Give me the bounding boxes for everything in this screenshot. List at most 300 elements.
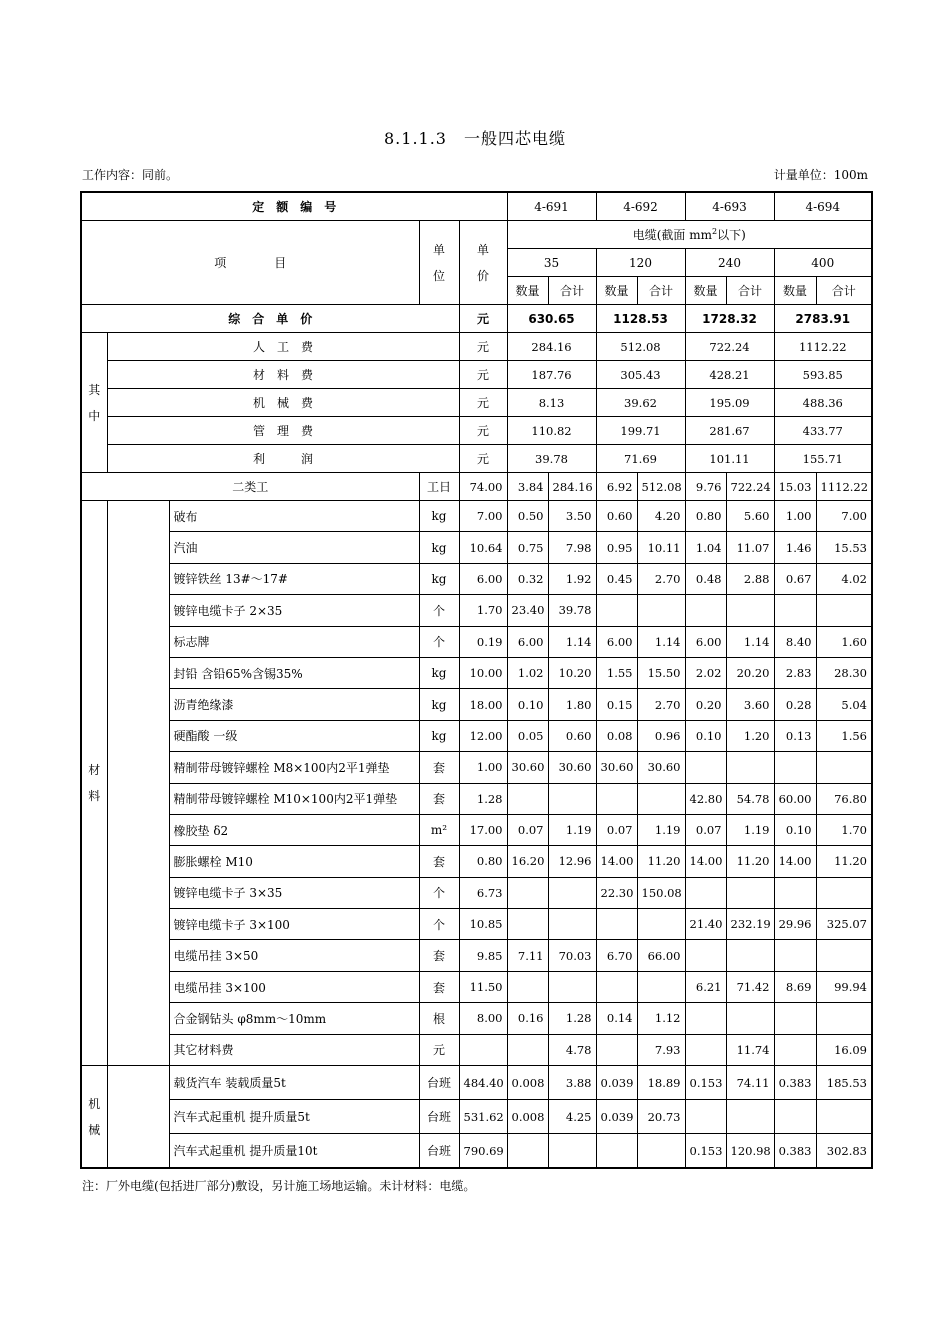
material-row-cell: 4.20 [637, 501, 685, 532]
breakdown-value: 101.11 [685, 445, 774, 473]
material-row-cell: 4.02 [816, 563, 872, 594]
machinery-row-cell: 18.89 [637, 1066, 685, 1100]
material-row-cell [507, 971, 548, 1002]
material-row-cell: 0.05 [507, 720, 548, 751]
material-row-cell: 14.00 [685, 846, 726, 877]
machinery-row-cell [596, 1134, 637, 1169]
material-row [81, 1034, 872, 1065]
machinery-row-price: 790.69 [459, 1134, 507, 1169]
machinery-row-cell: 0.153 [685, 1134, 726, 1169]
labor-cell: 3.84 [507, 473, 548, 501]
material-row-cell [774, 877, 816, 908]
material-row-cell [726, 595, 774, 626]
breakdown-row [81, 445, 872, 473]
breakdown-value: 39.62 [596, 389, 685, 417]
machinery-row-group-label: 机械 [81, 1066, 107, 1169]
material-row-name: 标志牌 [169, 626, 419, 657]
material-row-cell: 1.19 [548, 814, 596, 845]
material-row-cell: 6.70 [596, 940, 637, 971]
material-row-price: 0.19 [459, 626, 507, 657]
material-row-cell: 1.80 [548, 689, 596, 720]
material-row-name: 镀锌电缆卡子 2×35 [169, 595, 419, 626]
material-row-cell: 20.20 [726, 657, 774, 688]
material-row-cell: 71.42 [726, 971, 774, 1002]
material-row-cell: 39.78 [548, 595, 596, 626]
material-row-cell: 1.70 [816, 814, 872, 845]
material-row-unit: 个 [419, 877, 459, 908]
material-row-cell: 29.96 [774, 909, 816, 940]
material-row-cell: 14.00 [596, 846, 637, 877]
breakdown-value: 722.24 [685, 333, 774, 361]
material-row-name: 破布 [169, 501, 419, 532]
material-row-cell: 15.53 [816, 532, 872, 563]
material-row-name: 电缆吊挂 3×50 [169, 940, 419, 971]
material-row-cell: 2.02 [685, 657, 726, 688]
material-row-unit: kg [419, 720, 459, 751]
material-row-cell: 1.04 [685, 532, 726, 563]
material-row-cell: 0.32 [507, 563, 548, 594]
material-row-cell: 0.60 [548, 720, 596, 751]
material-row-unit: 个 [419, 595, 459, 626]
material-row-name: 橡胶垫 δ2 [169, 814, 419, 845]
material-row-cell: 1.19 [637, 814, 685, 845]
material-row-cell: 11.20 [637, 846, 685, 877]
material-row-cell: 30.60 [507, 752, 548, 783]
material-row-cell: 10.11 [637, 532, 685, 563]
breakdown-value: 593.85 [774, 361, 872, 389]
material-row-cell [685, 595, 726, 626]
material-row-unit: 个 [419, 909, 459, 940]
cable-desc: 电缆(截面 $mm^2$以下) [507, 221, 872, 249]
labor-cell: 512.08 [637, 473, 685, 501]
breakdown-row [81, 333, 872, 361]
material-row-cell: 5.04 [816, 689, 872, 720]
material-row-cell: 7.98 [548, 532, 596, 563]
material-row-price: 8.00 [459, 1003, 507, 1034]
machinery-row-cell [816, 1100, 872, 1134]
material-row-cell: 1.02 [507, 657, 548, 688]
breakdown-value: 39.78 [507, 445, 596, 473]
material-row-unit: 个 [419, 626, 459, 657]
material-row-cell [816, 940, 872, 971]
quota-code-row [81, 192, 872, 221]
machinery-row-cell: 0.153 [685, 1066, 726, 1100]
material-row-cell [774, 595, 816, 626]
labor-price: 74.00 [459, 473, 507, 501]
material-row [81, 909, 872, 940]
machinery-row-cell: 74.11 [726, 1066, 774, 1100]
material-row-cell [596, 909, 637, 940]
material-row-cell: 12.96 [548, 846, 596, 877]
machinery-row-price: 484.40 [459, 1066, 507, 1100]
material-row-cell: 60.00 [774, 783, 816, 814]
material-row-cell [548, 971, 596, 1002]
material-row [81, 595, 872, 626]
material-row-cell: 14.00 [774, 846, 816, 877]
material-row-unit: 套 [419, 940, 459, 971]
material-row-cell: 3.60 [726, 689, 774, 720]
summary-label: 综 合 单 价 [81, 305, 459, 333]
material-row-cell: 232.19 [726, 909, 774, 940]
summary-value: 1728.32 [685, 305, 774, 333]
machinery-row-spacer [107, 1066, 169, 1169]
material-row [81, 720, 872, 751]
material-row-cell: 23.40 [507, 595, 548, 626]
material-row-cell: 11.74 [726, 1034, 774, 1065]
material-row-cell [816, 877, 872, 908]
material-row-cell [726, 877, 774, 908]
material-row-cell: 1.14 [637, 626, 685, 657]
material-row-price: 7.00 [459, 501, 507, 532]
material-row-cell: 0.80 [685, 501, 726, 532]
measure-unit: 计量单位：100m [773, 168, 868, 182]
material-row-cell: 1.28 [548, 1003, 596, 1034]
machinery-row-cell [774, 1100, 816, 1134]
material-row-cell [507, 1034, 548, 1065]
labor-cell: 1112.22 [816, 473, 872, 501]
material-row-cell: 1.46 [774, 532, 816, 563]
material-row-cell: 325.07 [816, 909, 872, 940]
material-row-cell [685, 940, 726, 971]
breakdown-name: 机 械 费 [107, 389, 459, 417]
material-row-cell: 1.14 [726, 626, 774, 657]
labor-cell: 6.92 [596, 473, 637, 501]
material-row-cell: 2.70 [637, 689, 685, 720]
material-row-cell: 10.20 [548, 657, 596, 688]
machinery-row-cell: 20.73 [637, 1100, 685, 1134]
quota-code: 4-692 [596, 192, 685, 221]
machinery-row-cell: 3.88 [548, 1066, 596, 1100]
material-row-cell: 6.00 [507, 626, 548, 657]
material-row-price: 10.64 [459, 532, 507, 563]
material-row-cell: 3.50 [548, 501, 596, 532]
size-cell: 35 [507, 249, 596, 277]
material-row-cell: 30.60 [596, 752, 637, 783]
breakdown-value: 110.82 [507, 417, 596, 445]
material-row-cell [596, 1034, 637, 1065]
quota-code: 4-693 [685, 192, 774, 221]
material-row-cell [548, 909, 596, 940]
material-row-cell [507, 783, 548, 814]
material-row-cell: 0.10 [685, 720, 726, 751]
material-row-cell: 0.16 [507, 1003, 548, 1034]
material-row-group-label: 材料 [81, 501, 107, 1066]
material-row-cell [726, 752, 774, 783]
material-row-price: 10.85 [459, 909, 507, 940]
breakdown-value: 428.21 [685, 361, 774, 389]
material-row-cell [774, 940, 816, 971]
material-row-cell: 2.83 [774, 657, 816, 688]
machinery-row-cell [507, 1134, 548, 1169]
material-row-cell: 22.30 [596, 877, 637, 908]
material-row-cell: 4.78 [548, 1034, 596, 1065]
material-row-cell: 28.30 [816, 657, 872, 688]
material-row-price: 17.00 [459, 814, 507, 845]
material-row-cell [816, 752, 872, 783]
material-row-cell: 0.07 [507, 814, 548, 845]
material-row-cell: 11.20 [726, 846, 774, 877]
material-row-spacer [107, 501, 169, 1066]
material-row-cell: 0.08 [596, 720, 637, 751]
material-row-cell [596, 783, 637, 814]
material-row-cell [507, 877, 548, 908]
cable-desc-row [81, 221, 872, 249]
machinery-row-unit: 台班 [419, 1066, 459, 1100]
material-row-cell [548, 877, 596, 908]
material-row-cell: 54.78 [726, 783, 774, 814]
breakdown-row [81, 417, 872, 445]
material-row-cell: 0.15 [596, 689, 637, 720]
material-row-cell: 16.09 [816, 1034, 872, 1065]
material-row-cell: 7.93 [637, 1034, 685, 1065]
material-row-cell: 30.60 [548, 752, 596, 783]
total-label: 合计 [726, 277, 774, 305]
breakdown-unit: 元 [459, 361, 507, 389]
material-row-cell [685, 1003, 726, 1034]
machinery-row [81, 1134, 872, 1169]
material-row [81, 626, 872, 657]
breakdown-value: 305.43 [596, 361, 685, 389]
material-row-name: 汽油 [169, 532, 419, 563]
material-row-cell: 0.10 [774, 814, 816, 845]
material-row [81, 657, 872, 688]
summary-row [81, 305, 872, 333]
breakdown-value: 195.09 [685, 389, 774, 417]
material-row-cell [637, 909, 685, 940]
material-row-cell [816, 595, 872, 626]
machinery-row-cell: 0.039 [596, 1100, 637, 1134]
size-cell: 400 [774, 249, 872, 277]
material-row-cell [596, 971, 637, 1002]
machinery-row-cell: 185.53 [816, 1066, 872, 1100]
material-row-cell: 0.28 [774, 689, 816, 720]
material-row-cell: 1.60 [816, 626, 872, 657]
material-row-cell: 6.21 [685, 971, 726, 1002]
material-row-price: 11.50 [459, 971, 507, 1002]
breakdown-value: 155.71 [774, 445, 872, 473]
material-row-cell [637, 595, 685, 626]
material-row-price [459, 1034, 507, 1065]
material-row-cell: 0.67 [774, 563, 816, 594]
material-row-price: 6.73 [459, 877, 507, 908]
machinery-row-name: 汽车式起重机 提升质量5t [169, 1100, 419, 1134]
material-row [81, 752, 872, 783]
machinery-row-name: 载货汽车 装载质量5t [169, 1066, 419, 1100]
labor-cell: 15.03 [774, 473, 816, 501]
machinery-row-cell: 0.383 [774, 1066, 816, 1100]
machinery-row-cell [637, 1134, 685, 1169]
material-row-cell: 0.20 [685, 689, 726, 720]
material-row-name: 镀锌电缆卡子 3×35 [169, 877, 419, 908]
material-row [81, 940, 872, 971]
machinery-row-unit: 台班 [419, 1100, 459, 1134]
machinery-row-cell: 302.83 [816, 1134, 872, 1169]
total-label: 合计 [816, 277, 872, 305]
material-row-cell: 7.11 [507, 940, 548, 971]
total-label: 合计 [548, 277, 596, 305]
material-row-cell: 0.13 [774, 720, 816, 751]
machinery-row-cell: 4.25 [548, 1100, 596, 1134]
breakdown-value: 1112.22 [774, 333, 872, 361]
material-row-cell: 42.80 [685, 783, 726, 814]
material-row-cell: 70.03 [548, 940, 596, 971]
summary-value: 630.65 [507, 305, 596, 333]
material-row-name: 镀锌电缆卡子 3×100 [169, 909, 419, 940]
breakdown-value: 199.71 [596, 417, 685, 445]
material-row-name: 电缆吊挂 3×100 [169, 971, 419, 1002]
material-row-cell: 6.00 [596, 626, 637, 657]
qty-label: 数量 [685, 277, 726, 305]
qty-label: 数量 [507, 277, 548, 305]
material-row-price: 9.85 [459, 940, 507, 971]
breakdown-group-label: 其中 [81, 333, 107, 473]
material-row-cell: 1.56 [816, 720, 872, 751]
material-row [81, 971, 872, 1002]
material-row-price: 1.28 [459, 783, 507, 814]
labor-name: 二类工 [81, 473, 419, 501]
breakdown-value: 71.69 [596, 445, 685, 473]
page-title: 8.1.1.3 一般四芯电缆 [384, 129, 566, 148]
breakdown-row [81, 389, 872, 417]
material-row-price: 18.00 [459, 689, 507, 720]
material-row-cell [774, 752, 816, 783]
material-row-price: 0.80 [459, 846, 507, 877]
breakdown-value: 488.36 [774, 389, 872, 417]
material-row-cell: 30.60 [637, 752, 685, 783]
material-row [81, 501, 872, 532]
material-row-price: 1.70 [459, 595, 507, 626]
material-row-cell [774, 1003, 816, 1034]
machinery-row-price: 531.62 [459, 1100, 507, 1134]
material-row-cell: 0.96 [637, 720, 685, 751]
material-row-cell: 0.07 [596, 814, 637, 845]
material-row-cell: 11.20 [816, 846, 872, 877]
material-row-unit: kg [419, 501, 459, 532]
machinery-row-unit: 台班 [419, 1134, 459, 1169]
machinery-row-cell: 0.008 [507, 1100, 548, 1134]
material-row-cell [548, 783, 596, 814]
breakdown-value: 284.16 [507, 333, 596, 361]
material-row-name: 膨胀螺栓 M10 [169, 846, 419, 877]
material-row-unit: 套 [419, 783, 459, 814]
material-row-cell: 0.95 [596, 532, 637, 563]
material-row-cell: 1.92 [548, 563, 596, 594]
material-row-price: 12.00 [459, 720, 507, 751]
item-label: 项 目 [81, 221, 419, 305]
material-row-cell: 15.50 [637, 657, 685, 688]
machinery-row [81, 1100, 872, 1134]
material-row [81, 532, 872, 563]
material-row-cell: 66.00 [637, 940, 685, 971]
material-row-unit: 套 [419, 846, 459, 877]
material-row-unit: 套 [419, 971, 459, 1002]
breakdown-unit: 元 [459, 417, 507, 445]
material-row-cell: 8.69 [774, 971, 816, 1002]
material-row-unit: 套 [419, 752, 459, 783]
machinery-row-cell [685, 1100, 726, 1134]
machinery-row-cell: 0.039 [596, 1066, 637, 1100]
material-row [81, 846, 872, 877]
material-row-cell: 0.14 [596, 1003, 637, 1034]
material-row-cell [685, 877, 726, 908]
breakdown-name: 人 工 费 [107, 333, 459, 361]
material-row-cell: 0.10 [507, 689, 548, 720]
summary-value: 2783.91 [774, 305, 872, 333]
summary-value: 1128.53 [596, 305, 685, 333]
material-row-cell: 76.80 [816, 783, 872, 814]
material-row-cell [596, 595, 637, 626]
size-cell: 240 [685, 249, 774, 277]
material-row-cell: 1.19 [726, 814, 774, 845]
material-row-name: 其它材料费 [169, 1034, 419, 1065]
material-row-cell: 11.07 [726, 532, 774, 563]
quota-no-label: 定 额 编 号 [81, 192, 507, 221]
quota-code: 4-691 [507, 192, 596, 221]
machinery-row-name: 汽车式起重机 提升质量10t [169, 1134, 419, 1169]
material-row-name: 镀锌铁丝 13#～17# [169, 563, 419, 594]
breakdown-value: 187.76 [507, 361, 596, 389]
material-row-cell: 21.40 [685, 909, 726, 940]
material-row-name: 硬酯酸 一级 [169, 720, 419, 751]
total-label: 合计 [637, 277, 685, 305]
breakdown-value: 512.08 [596, 333, 685, 361]
material-row-cell: 0.60 [596, 501, 637, 532]
material-row-cell [774, 1034, 816, 1065]
material-row-unit: 根 [419, 1003, 459, 1034]
material-row-cell: 1.12 [637, 1003, 685, 1034]
material-row-cell [637, 783, 685, 814]
qty-label: 数量 [774, 277, 816, 305]
machinery-row-cell: 120.98 [726, 1134, 774, 1169]
material-row-cell: 1.14 [548, 626, 596, 657]
machinery-row-cell: 0.383 [774, 1134, 816, 1169]
material-row-cell [726, 1003, 774, 1034]
machinery-row [81, 1066, 872, 1100]
labor-row [81, 473, 872, 501]
material-row-name: 合金钢钻头 φ8mm～10mm [169, 1003, 419, 1034]
material-row-cell: 16.20 [507, 846, 548, 877]
material-row-cell [726, 940, 774, 971]
footnote: 注：厂外电缆(包括进厂部分)敷设，另计施工场地运输。未计材料：电缆。 [82, 1179, 476, 1193]
material-row-cell: 1.55 [596, 657, 637, 688]
material-row-cell: 2.70 [637, 563, 685, 594]
material-row-unit: kg [419, 657, 459, 688]
price-col-label: 单价 [459, 221, 507, 305]
labor-cell: 284.16 [548, 473, 596, 501]
material-row [81, 1003, 872, 1034]
material-row-cell: 8.40 [774, 626, 816, 657]
material-row-cell [637, 971, 685, 1002]
material-row-cell: 5.60 [726, 501, 774, 532]
labor-cell: 722.24 [726, 473, 774, 501]
material-row-cell: 6.00 [685, 626, 726, 657]
material-row-cell: 7.00 [816, 501, 872, 532]
material-row-unit: kg [419, 689, 459, 720]
material-row-cell [685, 1034, 726, 1065]
material-row-unit: 元 [419, 1034, 459, 1065]
material-row-cell: 150.08 [637, 877, 685, 908]
material-row-name: 沥青绝缘漆 [169, 689, 419, 720]
breakdown-value: 433.77 [774, 417, 872, 445]
unit-col-label: 单位 [419, 221, 459, 305]
material-row-cell: 0.50 [507, 501, 548, 532]
material-row-name: 精制带母镀锌螺栓 M8×100内2平1弹垫 [169, 752, 419, 783]
breakdown-value: 281.67 [685, 417, 774, 445]
material-row-cell: 2.88 [726, 563, 774, 594]
breakdown-name: 利 润 [107, 445, 459, 473]
material-row-cell: 0.48 [685, 563, 726, 594]
material-row-cell [816, 1003, 872, 1034]
